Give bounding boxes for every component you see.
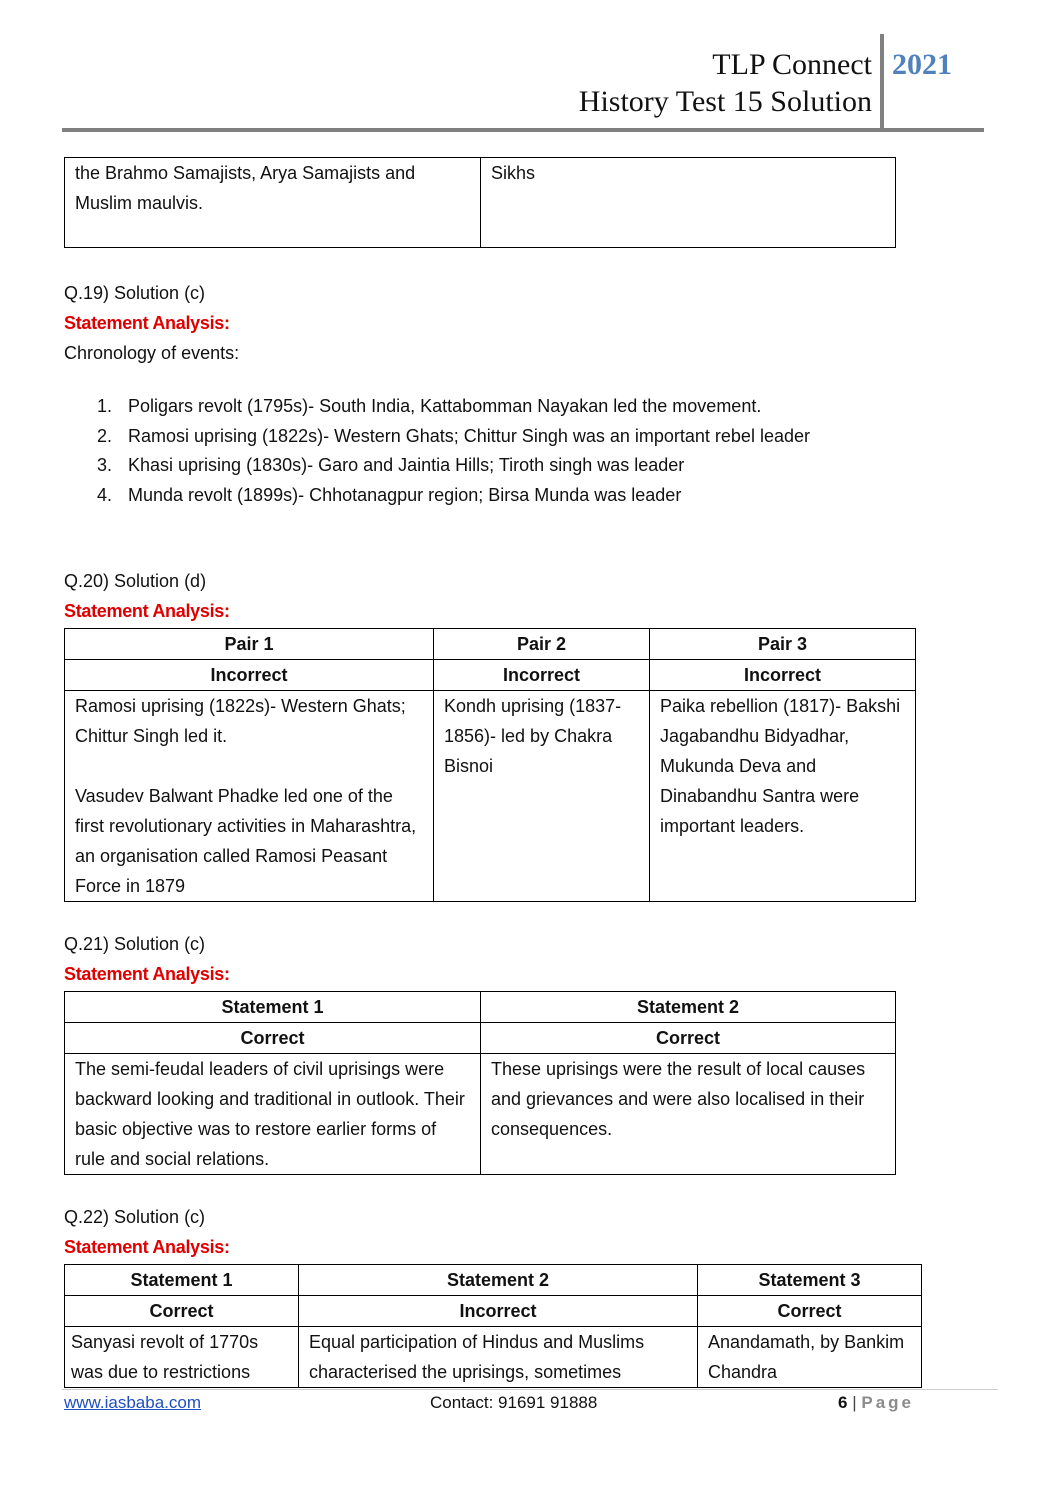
- explanation-cell: Equal participation of Hindus and Muslims characterised the uprisings, sometimes: [299, 1327, 698, 1388]
- verdict-cell: Incorrect: [650, 660, 916, 691]
- verdict-cell: Incorrect: [299, 1296, 698, 1327]
- header-title: [579, 46, 872, 120]
- question-heading: Q.20) Solution (d): [64, 571, 207, 591]
- contact-info: Contact: 91691 91888: [430, 1393, 598, 1412]
- table-header-cell: Pair 1: [65, 629, 434, 660]
- statement-analysis-label: Statement Analysis:: [64, 1237, 230, 1257]
- continued-table: [64, 157, 896, 248]
- list-item: [64, 451, 810, 481]
- verdict-cell: Correct: [481, 1023, 896, 1054]
- list-item: [64, 422, 810, 452]
- explanation-text: Vasudev Balwant Phadke led one of the first revolutionary activities in Maharashtra, an organisation called Ramosi Peasant Force in 1879: [75, 786, 417, 896]
- statement-analysis-label: Statement Analysis:: [64, 964, 230, 984]
- list-text: Munda revolt (1899s)- Chhotanagpur region; Birsa Munda was leader: [128, 484, 682, 505]
- chronology-intro: Chronology of events:: [64, 343, 240, 363]
- q21-table: [64, 991, 896, 1175]
- explanation-cell: [65, 691, 434, 902]
- q20-table: [64, 628, 916, 902]
- website-link[interactable]: www.iasbaba.com: [64, 1393, 202, 1412]
- table-header-cell: Statement 1: [65, 1265, 299, 1296]
- page-number: [838, 1393, 914, 1413]
- page-word: Page: [861, 1393, 914, 1412]
- table-row: [65, 1054, 896, 1175]
- statement-analysis-label: Statement Analysis:: [64, 313, 230, 333]
- table-header-cell: Statement 3: [698, 1265, 922, 1296]
- continued-table-block: [64, 157, 896, 248]
- list-number: 4.: [97, 484, 113, 505]
- verdict-cell: Correct: [65, 1023, 481, 1054]
- header-year: 2021: [892, 48, 952, 81]
- page-separator: |: [852, 1393, 857, 1412]
- explanation-cell: Kondh uprising (1837-1856)- led by Chakra Bisnoi: [434, 691, 650, 902]
- footer-divider: [62, 1389, 998, 1390]
- table-cell: the Brahmo Samajists, Arya Samajists and Muslim maulvis.: [65, 158, 481, 248]
- chronology-list: [64, 392, 810, 510]
- list-item: [64, 392, 810, 422]
- question-heading: Q.21) Solution (c): [64, 934, 206, 954]
- list-text: Poligars revolt (1795s)- South India, Kattabomman Nayakan led the movement.: [128, 396, 762, 416]
- q20-section: [64, 566, 916, 902]
- list-text: Ramosi uprising (1822s)- Western Ghats; Chittur Singh was an important rebel leader: [128, 425, 810, 446]
- table-header-row: [65, 992, 896, 1023]
- page-header: [62, 34, 984, 130]
- statement-analysis-label: Statement Analysis:: [64, 601, 230, 621]
- table-row: [65, 691, 916, 902]
- explanation-cell: Paika rebellion (1817)- Bakshi Jagabandhu Bidyadhar, Mukunda Deva and Dinabandhu Santra were important leaders.: [650, 691, 916, 902]
- q19-section: [64, 278, 239, 368]
- table-header-cell: Pair 3: [650, 629, 916, 660]
- question-heading: Q.22) Solution (c): [64, 1207, 206, 1227]
- table-header-cell: Statement 2: [481, 992, 896, 1023]
- list-number: 1.: [97, 396, 113, 416]
- header-divider-horizontal: [62, 128, 984, 132]
- explanation-cell: Anandamath, by Bankim Chandra: [698, 1327, 922, 1388]
- table-header-cell: Statement 2: [299, 1265, 698, 1296]
- header-title-line1: TLP Connect: [712, 48, 872, 81]
- explanation-text: Ramosi uprising (1822s)- Western Ghats; Chittur Singh led it.: [75, 696, 406, 746]
- q21-section: [64, 929, 896, 1175]
- verdict-cell: Incorrect: [434, 660, 650, 691]
- table-header-cell: Statement 1: [65, 992, 481, 1023]
- list-number: 3.: [97, 455, 113, 475]
- verdict-cell: Correct: [698, 1296, 922, 1327]
- verdict-cell: Correct: [65, 1296, 299, 1327]
- table-verdict-row: [65, 1296, 922, 1327]
- explanation-cell: The semi-feudal leaders of civil uprisings were backward looking and traditional in outlook. Their basic objective was to restore earlier forms of rule and social relations.: [65, 1054, 481, 1175]
- header-divider-vertical: [880, 34, 884, 130]
- question-heading: Q.19) Solution (c): [64, 283, 206, 303]
- q22-table: [64, 1264, 922, 1388]
- q22-section: [64, 1202, 922, 1388]
- verdict-cell: Incorrect: [65, 660, 434, 691]
- page-number-value: 6: [838, 1393, 848, 1412]
- table-header-cell: Pair 2: [434, 629, 650, 660]
- table-row: [65, 1327, 922, 1388]
- table-verdict-row: [65, 1023, 896, 1054]
- explanation-cell: These uprisings were the result of local causes and grievances and were also localised in their consequences.: [481, 1054, 896, 1175]
- table-cell: Sikhs: [481, 158, 896, 248]
- header-title-line2: History Test 15 Solution: [578, 85, 872, 118]
- list-text: Khasi uprising (1830s)- Garo and Jaintia Hills; Tiroth singh was leader: [128, 455, 685, 475]
- table-row: [65, 158, 896, 248]
- list-number: 2.: [97, 425, 113, 446]
- list-item: [64, 481, 810, 511]
- table-header-row: [65, 1265, 922, 1296]
- table-verdict-row: [65, 660, 916, 691]
- table-header-row: [65, 629, 916, 660]
- explanation-cell: Sanyasi revolt of 1770s was due to restrictions: [65, 1327, 299, 1388]
